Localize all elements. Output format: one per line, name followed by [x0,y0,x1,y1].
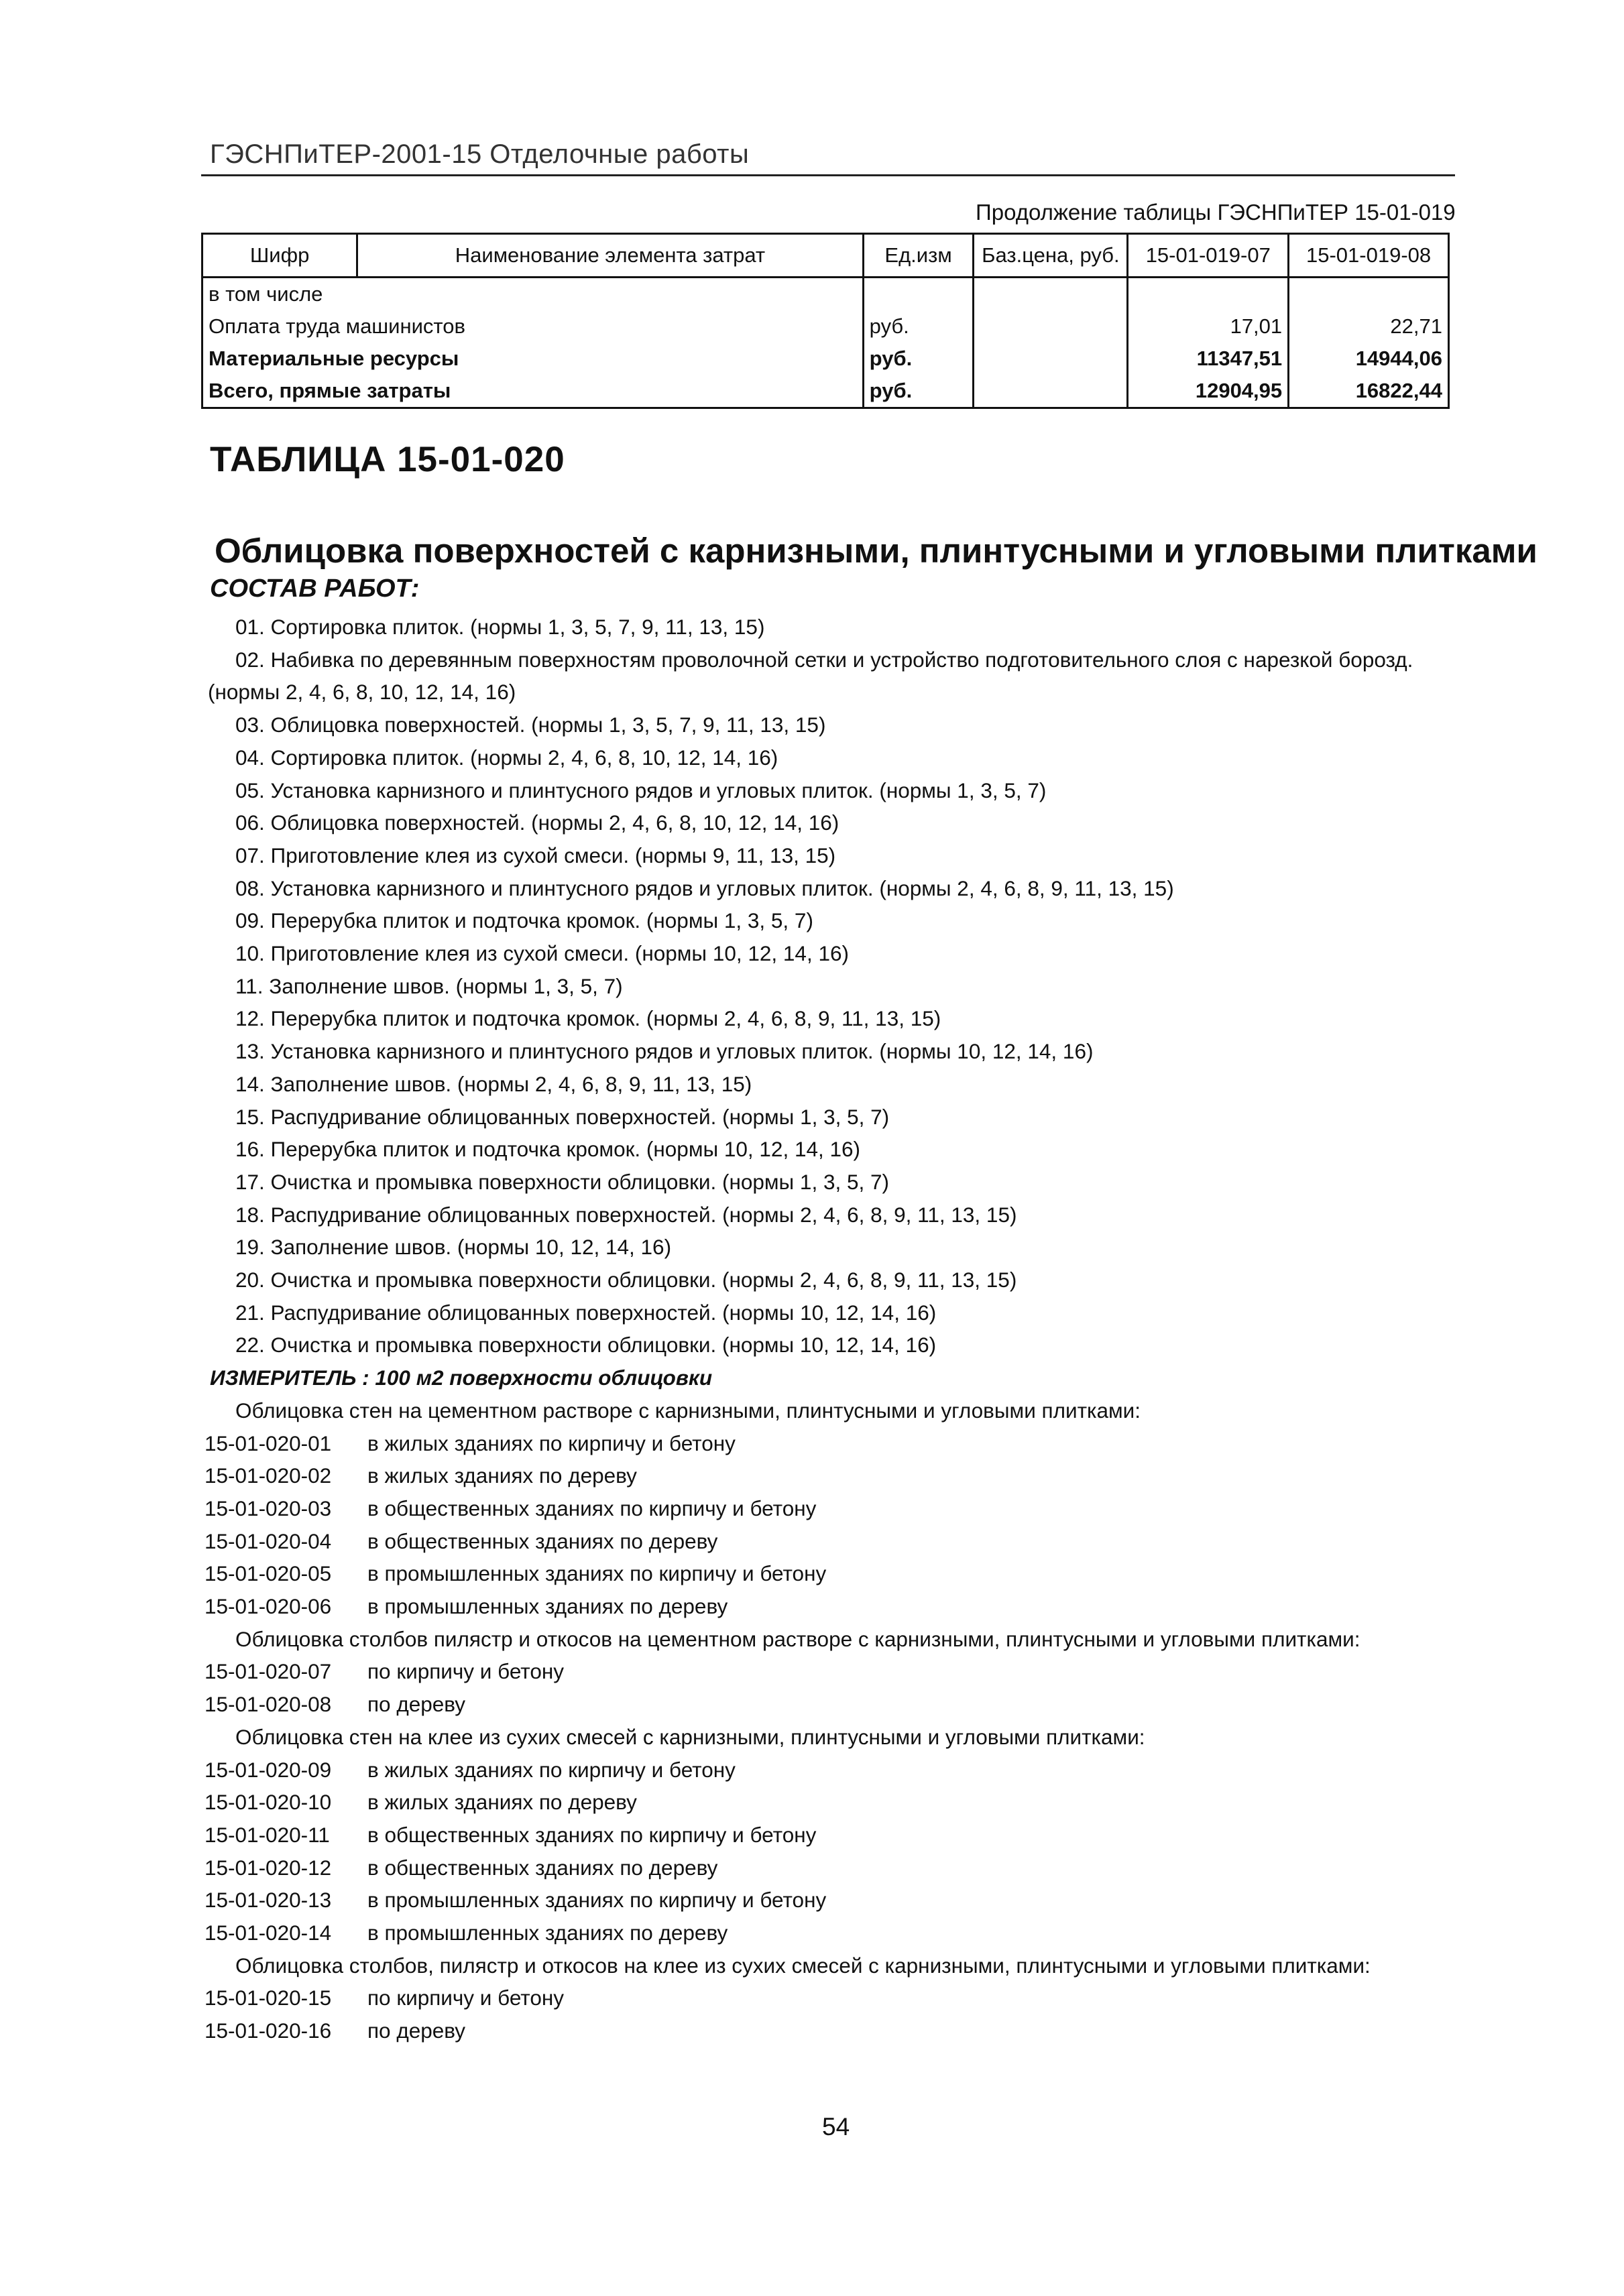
cost-table-header-row [202,234,1449,278]
norm-description: в общественных зданиях по кирпичу и бетону [367,1496,817,1520]
work-item: 03. Облицовка поверхностей. (нормы 1, 3, 5, 7, 9, 11, 13, 15) [235,713,826,737]
norm-code: 15-01-020-14 [205,1921,332,1945]
cost-row-unit: руб. [863,343,974,375]
header-rule [201,174,1455,176]
norm-code: 15-01-020-13 [205,1888,332,1913]
norm-code: 15-01-020-15 [205,1986,332,2010]
work-item: 14. Заполнение швов. (нормы 2, 4, 6, 8, 9, 11, 13, 15) [235,1071,752,1096]
work-item: 11. Заполнение швов. (нормы 1, 3, 5, 7) [235,973,623,998]
norm-code: 15-01-020-09 [205,1757,332,1782]
table-continued-label: Продолжение таблицы ГЭСНПиТЕР 15-01-019 [976,200,1456,225]
cost-row-value-08: 14944,06 [1289,343,1449,375]
cost-row-base-price [974,278,1128,311]
norm-code: 15-01-020-16 [205,2018,332,2043]
norm-description: в жилых зданиях по дереву [367,1790,637,1815]
work-item: 01. Сортировка плиток. (нормы 1, 3, 5, 7, 9, 11, 13, 15) [235,615,765,639]
work-item: 16. Перерубка плиток и подточка кромок. (нормы 10, 12, 14, 16) [235,1137,861,1162]
header-unit: Ед.изм [863,234,974,278]
norm-code: 15-01-020-05 [205,1561,332,1586]
cost-row-value-07: 11347,51 [1128,343,1289,375]
cost-table [201,233,1450,409]
header-norm-07: 15-01-019-07 [1128,234,1289,278]
norm-code: 15-01-020-07 [205,1659,332,1684]
work-item: 19. Заполнение швов. (нормы 10, 12, 14, 16) [235,1235,672,1260]
work-item: 22. Очистка и промывка поверхности облицовки. (нормы 10, 12, 14, 16) [235,1333,937,1357]
cost-row-value-07: 12904,95 [1128,375,1289,408]
cost-row-label: в том числе [202,278,864,311]
cost-row-value-07 [1128,278,1289,311]
cost-table-row [202,375,1449,408]
work-item: 08. Установка карнизного и плинтусного рядов и угловых плиток. (нормы 2, 4, 6, 8, 9, 11, 13, 15) [235,875,1174,900]
header-base-price: Баз.цена, руб. [974,234,1128,278]
norm-group-title: Облицовка стен на цементном растворе с карнизными, плинтусными и угловыми плитками: [235,1398,1141,1423]
work-item: 07. Приготовление клея из сухой смеси. (нормы 9, 11, 13, 15) [235,843,836,867]
work-item: 12. Перерубка плиток и подточка кромок. (нормы 2, 4, 6, 8, 9, 11, 13, 15) [235,1006,941,1031]
work-item: (нормы 2, 4, 6, 8, 10, 12, 14, 16) [208,680,516,705]
cost-row-value-08: 22,71 [1289,310,1449,343]
work-item: 04. Сортировка плиток. (нормы 2, 4, 6, 8, 10, 12, 14, 16) [235,745,778,770]
table-title: ТАБЛИЦА 15-01-020 [210,440,565,479]
composition-heading: СОСТАВ РАБОТ: [210,575,420,603]
cost-table-row [202,343,1449,375]
norm-description: по кирпичу и бетону [367,1659,565,1684]
work-item: 10. Приготовление клея из сухой смеси. (нормы 10, 12, 14, 16) [235,941,849,965]
norm-code: 15-01-020-03 [205,1496,332,1520]
norm-code: 15-01-020-10 [205,1790,332,1815]
section-title: Облицовка поверхностей с карнизными, плинтусными и угловыми плитками [215,532,1538,570]
norm-code: 15-01-020-02 [205,1463,332,1488]
norm-group-title: Облицовка столбов пилястр и откосов на цементном растворе с карнизными, плинтусными и угловыми плитками: [235,1626,1360,1651]
running-header: ГЭСНПиТЕР-2001-15 Отделочные работы [210,139,750,169]
norm-description: в общественных зданиях по дереву [367,1528,718,1553]
header-cipher: Шифр [202,234,357,278]
norm-group-title: Облицовка столбов, пилястр и откосов на клее из сухих смесей с карнизными, плинтусными и угловыми плитками: [235,1953,1371,1978]
norm-description: по кирпичу и бетону [367,1986,565,2010]
norm-description: в общественных зданиях по дереву [367,1855,718,1880]
work-item: 02. Набивка по деревянным поверхностям проволочной сетки и устройство подготовительного слоя с нарезкой борозд. [235,647,1413,672]
norm-description: в промышленных зданиях по кирпичу и бетону [367,1888,827,1913]
page-number: 54 [822,2113,850,2140]
work-item: 21. Распудривание облицованных поверхностей. (нормы 10, 12, 14, 16) [235,1300,937,1325]
norm-description: в жилых зданиях по кирпичу и бетону [367,1757,736,1782]
header-norm-08: 15-01-019-08 [1289,234,1449,278]
cost-row-unit: руб. [863,375,974,408]
norm-description: в промышленных зданиях по кирпичу и бетону [367,1561,827,1586]
work-item: 06. Облицовка поверхностей. (нормы 2, 4, 6, 8, 10, 12, 14, 16) [235,810,839,835]
cost-row-base-price [974,375,1128,408]
norm-description: в промышленных зданиях по дереву [367,1594,728,1618]
work-item: 18. Распудривание облицованных поверхностей. (нормы 2, 4, 6, 8, 9, 11, 13, 15) [235,1202,1017,1227]
cost-row-value-08 [1289,278,1449,311]
cost-row-unit: руб. [863,310,974,343]
cost-row-value-08: 16822,44 [1289,375,1449,408]
norm-code: 15-01-020-01 [205,1431,332,1455]
norm-description: в промышленных зданиях по дереву [367,1921,728,1945]
cost-row-label: Оплата труда машинистов [202,310,864,343]
norm-group-title: Облицовка стен на клее из сухих смесей с карнизными, плинтусными и угловыми плитками: [235,1724,1145,1749]
norm-description: в общественных зданиях по кирпичу и бетону [367,1822,817,1847]
meter-line: ИЗМЕРИТЕЛЬ : 100 м2 поверхности облицовки [210,1366,713,1390]
norm-code: 15-01-020-06 [205,1594,332,1618]
cost-row-unit [863,278,974,311]
header-cost-element: Наименование элемента затрат [357,234,863,278]
norm-code: 15-01-020-12 [205,1855,332,1880]
work-item: 05. Установка карнизного и плинтусного рядов и угловых плиток. (нормы 1, 3, 5, 7) [235,778,1047,802]
cost-row-value-07: 17,01 [1128,310,1289,343]
cost-table-row [202,278,1449,311]
norm-code: 15-01-020-11 [205,1822,330,1847]
work-item: 15. Распудривание облицованных поверхностей. (нормы 1, 3, 5, 7) [235,1104,890,1129]
work-item: 13. Установка карнизного и плинтусного рядов и угловых плиток. (нормы 10, 12, 14, 16) [235,1039,1094,1064]
norm-code: 15-01-020-08 [205,1692,332,1717]
cost-row-base-price [974,310,1128,343]
norm-description: по дереву [367,2018,466,2043]
norm-code: 15-01-020-04 [205,1528,332,1553]
cost-table-row [202,310,1449,343]
work-item: 20. Очистка и промывка поверхности облицовки. (нормы 2, 4, 6, 8, 9, 11, 13, 15) [235,1268,1017,1292]
cost-row-label: Материальные ресурсы [202,343,864,375]
norm-description: в жилых зданиях по кирпичу и бетону [367,1431,736,1455]
norm-description: в жилых зданиях по дереву [367,1463,637,1488]
norm-description: по дереву [367,1692,466,1717]
work-item: 09. Перерубка плиток и подточка кромок. (нормы 1, 3, 5, 7) [235,908,813,933]
work-item: 17. Очистка и промывка поверхности облицовки. (нормы 1, 3, 5, 7) [235,1169,890,1194]
cost-row-base-price [974,343,1128,375]
cost-row-label: Всего, прямые затраты [202,375,864,408]
